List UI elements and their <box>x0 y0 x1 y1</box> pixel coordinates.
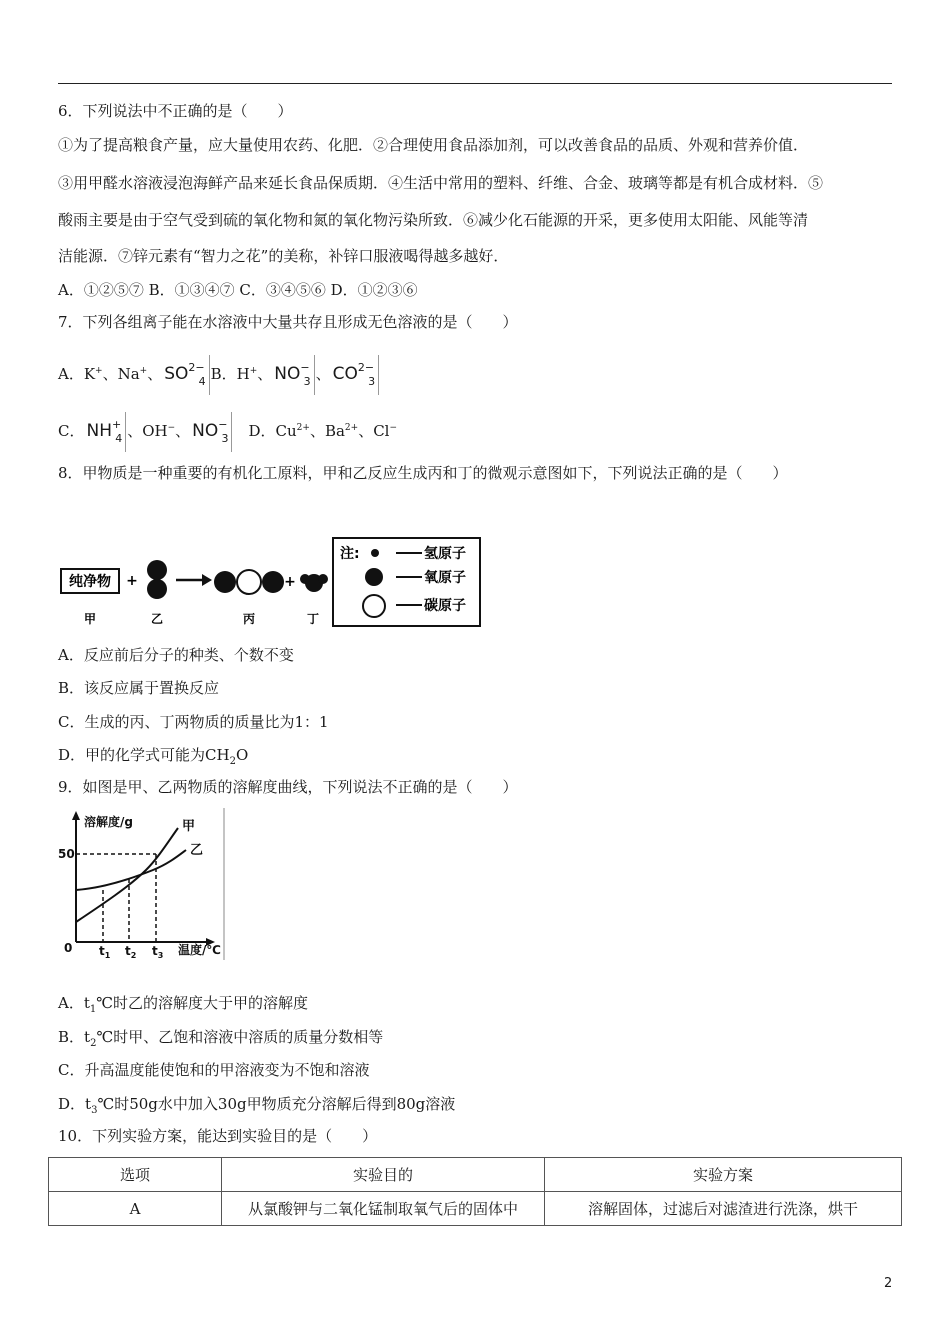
q6-line-1: ①为了提高粮食产量，应大量使用农药、化肥．②合理使用食品添加剂，可以改善食品的品质、外观和营养价值． <box>58 136 809 154</box>
co2-oxygen-right <box>262 571 284 593</box>
q6-stem: 6．下列说法中不正确的是（ ） <box>58 102 293 120</box>
solubility-curve-chart <box>58 808 226 960</box>
y-tick-50: 50 <box>58 847 75 861</box>
legend-hydrogen-label: 氢原子 <box>424 546 466 562</box>
cell-option: A <box>49 1192 222 1226</box>
y-axis-arrow <box>72 811 80 820</box>
cell-purpose: 从氯酸钾与二氧化锰制取氧气后的固体中 <box>222 1192 545 1226</box>
q8-option-a: A．反应前后分子的种类、个数不变 <box>58 646 294 664</box>
curve-yi-label: 乙 <box>190 843 204 858</box>
q6-options: A．①②⑤⑦ B．①③④⑦ C．③④⑤⑥ D．①②③⑥ <box>58 281 418 299</box>
q8-stem: 8．甲物质是一种重要的有机化工原料，甲和乙反应生成丙和丁的微观示意图如下，下列说法正确的是（ ） <box>58 464 788 482</box>
curve-jia-label: 甲 <box>182 819 196 834</box>
co2-carbon <box>237 570 261 594</box>
ammonium-ion-formula: $NH^+_4$ <box>85 412 126 452</box>
o2-atom-top <box>147 560 167 580</box>
label-bing: 丙 <box>242 612 256 626</box>
label-jia: 甲 <box>83 612 97 626</box>
legend-oxygen-label: 氧原子 <box>424 570 466 586</box>
label-yi: 乙 <box>150 612 164 626</box>
q6-line-3: 酸雨主要是由于空气受到硫的氧化物和氮的氧化物污染所致．⑥减少化石能源的开采，更多使用太阳能、风能等清 <box>58 211 809 229</box>
legend-hydrogen-atom <box>371 549 379 557</box>
q9-option-a: A．$t_1℃$时乙的溶解度大于甲的溶解度 <box>58 994 309 1015</box>
t3-label: $t_3$ <box>152 944 164 960</box>
q7-stem: 7．下列各组离子能在水溶液中大量共存且形成无色溶液的是（ ） <box>58 313 518 331</box>
header-rule <box>58 83 892 84</box>
reaction-micro-diagram <box>58 533 486 633</box>
q9-option-d: D．$t_3℃$时50g水中加入30g甲物质充分溶解后得到80g溶液 <box>58 1095 456 1116</box>
legend-carbon-label: 碳原子 <box>424 598 466 614</box>
t2-label: $t_2$ <box>125 944 137 960</box>
q8-option-b: B．该反应属于置换反应 <box>58 679 220 697</box>
header-option: 选项 <box>49 1158 222 1192</box>
nitrate-ion-formula-2: $NO^-_3$ <box>191 412 232 452</box>
page-number: 2 <box>884 1276 893 1291</box>
q9-stem: 9．如图是甲、乙两物质的溶解度曲线，下列说法不正确的是（ ） <box>58 778 518 796</box>
x-axis-label: 温度/℃ <box>178 943 221 957</box>
table-row <box>49 1192 902 1226</box>
y-axis-label: 溶解度/g <box>84 815 133 829</box>
carbonate-ion-formula: $CO^{2-}_3$ <box>332 355 379 395</box>
q10-table <box>48 1157 902 1226</box>
reaction-arrow-head <box>202 574 212 586</box>
q8-option-d: D．甲的化学式可能为$CH_2O$ <box>58 746 249 767</box>
plus-sign-1: + <box>126 573 138 589</box>
label-ding: 丁 <box>306 612 320 626</box>
t1-label: $t_1$ <box>99 944 111 960</box>
legend-oxygen-atom <box>365 568 383 586</box>
legend-carbon-atom <box>363 595 385 617</box>
q6-line-4: 洁能源．⑦锌元素有“智力之花”的美称，补锌口服液喝得越多越好． <box>58 247 509 265</box>
curve-jia <box>76 828 178 922</box>
q7-options-ab: A．K+、Na+、 $SO^{2-}_4$ B．H+、 $NO^-_3$ 、 $CO^{2-}_3$ <box>58 355 380 395</box>
q10-stem: 10．下列实验方案，能达到实验目的是（ ） <box>58 1127 378 1145</box>
q7-options-cd: C． $NH^+_4$ 、OH−、 $NO^-_3$ D．$Cu^{2+}$、$Ba^{2+}$、Cl− <box>58 412 397 452</box>
q6-line-2: ③用甲醛水溶液浸泡海鲜产品来延长食品保质期．④生活中常用的塑料、纤维、合金、玻璃等都是有机合成材料．⑤ <box>58 174 824 192</box>
h2o-hydrogen-right <box>318 574 328 584</box>
nitrate-ion-formula: $NO^-_3$ <box>273 355 314 395</box>
pure-substance-label: 纯净物 <box>69 574 111 590</box>
table-header-row <box>49 1158 902 1192</box>
cell-plan: 溶解固体，过滤后对滤渣进行洗涤，烘干 <box>545 1192 902 1226</box>
co2-oxygen-left <box>214 571 236 593</box>
plus-sign-2: + <box>284 574 296 590</box>
origin-label: 0 <box>64 941 73 955</box>
header-purpose: 实验目的 <box>222 1158 545 1192</box>
q9-option-b: B．$t_2℃$时甲、乙饱和溶液中溶质的质量分数相等 <box>58 1028 384 1049</box>
q8-option-c: C．生成的丙、丁两物质的质量比为1：1 <box>58 713 329 731</box>
legend-note: 注: <box>340 546 360 562</box>
q9-option-c: C．升高温度能使饱和的甲溶液变为不饱和溶液 <box>58 1061 370 1079</box>
header-plan: 实验方案 <box>545 1158 902 1192</box>
o2-atom-bottom <box>147 579 167 599</box>
sulfate-ion-formula: $SO^{2-}_4$ <box>163 355 209 395</box>
